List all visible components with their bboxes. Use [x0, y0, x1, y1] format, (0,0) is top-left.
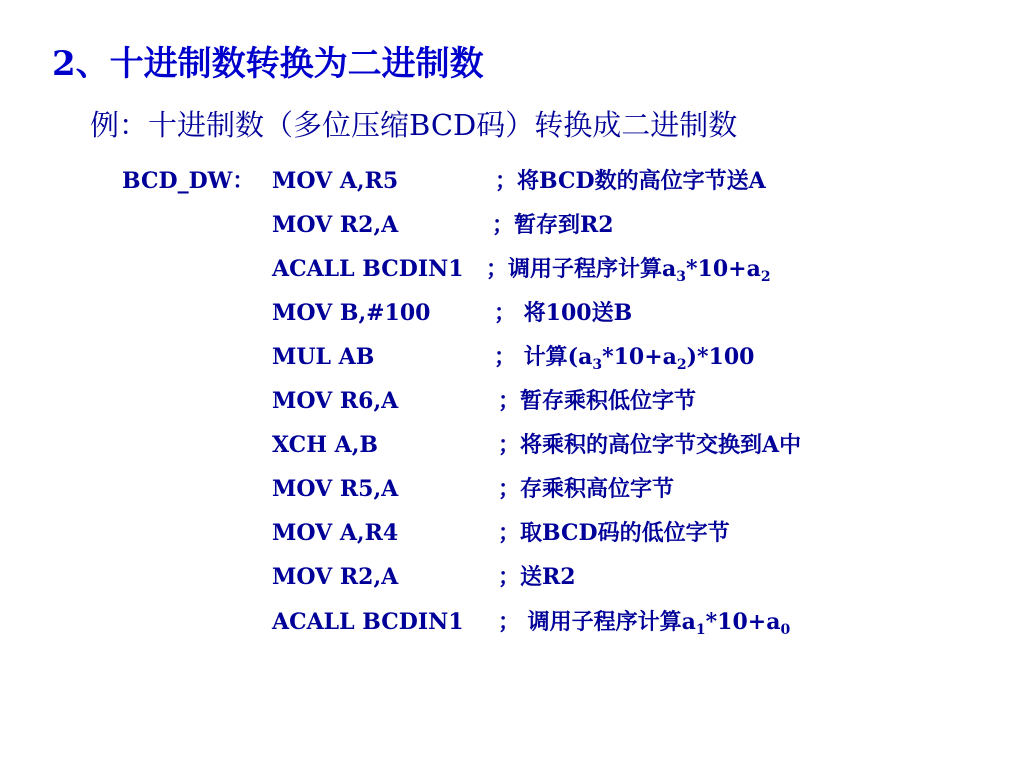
comment	[498, 605, 790, 639]
code-line	[272, 340, 992, 374]
instruction: XCH A,B	[272, 432, 378, 458]
comment-text: ； 调用子程序计算a	[498, 609, 696, 635]
subscript: 2	[760, 269, 771, 285]
code-line	[122, 164, 1002, 198]
comment-text: ；调用子程序计算a	[486, 256, 677, 282]
instruction: ACALL BCDIN1	[272, 256, 464, 282]
comment: ；存乘积高位字节	[498, 476, 675, 502]
comment	[486, 252, 771, 286]
instruction: MOV A,R4	[272, 520, 399, 546]
comment: ；将乘积的高位字节交换到A中	[498, 432, 802, 458]
instruction: MUL AB	[272, 344, 375, 370]
comment-text: *10+a	[602, 344, 677, 370]
instruction: MOV R2,A	[272, 212, 399, 238]
code-line	[272, 516, 992, 550]
slide-subtitle: 例：十进制数（多位压缩BCD码）转换成二进制数	[90, 108, 738, 142]
instruction: MOV B,#100	[272, 300, 431, 326]
subscript: 3	[592, 357, 603, 373]
code-label: BCD_DW：	[122, 168, 255, 194]
comment-text: *10+a	[686, 256, 761, 282]
code-line	[272, 472, 992, 506]
instruction: MOV R5,A	[272, 476, 399, 502]
comment-text: *10+a	[705, 609, 781, 635]
comment: ；取BCD码的低位字节	[498, 520, 730, 546]
comment-text: ； 计算(a	[494, 344, 593, 370]
slide-title: 2、十进制数转换为二进制数	[52, 44, 484, 84]
comment	[494, 340, 754, 374]
instruction: MOV R6,A	[272, 388, 399, 414]
instruction: MOV A,R5	[272, 168, 399, 194]
comment: ； 将100送B	[494, 300, 633, 326]
code-line	[272, 560, 992, 594]
comment: ；送R2	[498, 564, 576, 590]
code-line	[272, 252, 992, 286]
subscript: 3	[676, 269, 687, 285]
comment: ；暂存乘积低位字节	[498, 388, 697, 414]
subscript: 1	[695, 622, 706, 638]
comment: ；将BCD数的高位字节送A	[495, 168, 766, 194]
code-line	[272, 384, 992, 418]
comment-text: )*100	[686, 344, 755, 370]
code-line	[272, 605, 992, 639]
instruction: ACALL BCDIN1	[272, 609, 464, 635]
subscript: 2	[676, 357, 687, 373]
comment: ；暂存到R2	[492, 212, 614, 238]
instruction: MOV R2,A	[272, 564, 399, 590]
subscript: 0	[780, 622, 791, 638]
code-line	[272, 208, 992, 242]
code-line	[272, 428, 992, 462]
code-line	[272, 296, 992, 330]
